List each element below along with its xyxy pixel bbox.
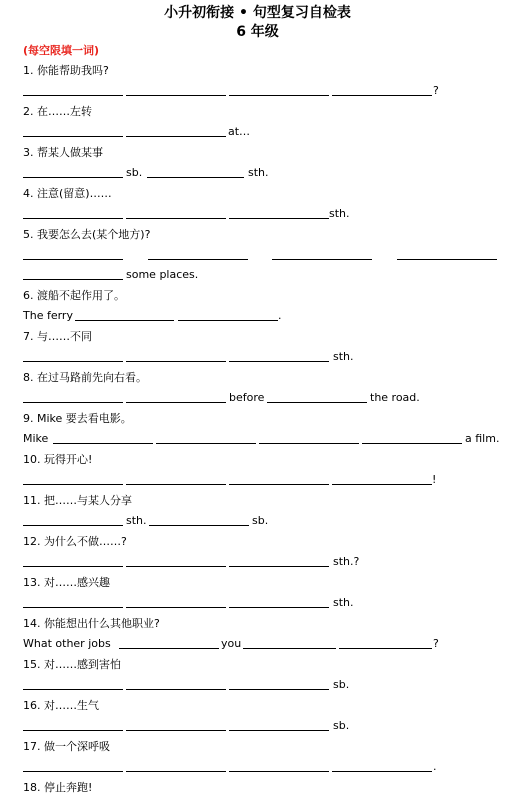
- question-prompt: 2. 在……左转: [23, 105, 92, 118]
- answer-word: sth.: [329, 207, 350, 220]
- answer-word: sth.: [333, 350, 354, 363]
- answer-blank[interactable]: [229, 361, 329, 362]
- answer-word: !: [432, 473, 437, 486]
- answer-blank[interactable]: [23, 771, 123, 772]
- answer-word: .: [433, 760, 437, 773]
- answer-line: [23, 471, 503, 487]
- question-8: [23, 371, 493, 412]
- answer-blank[interactable]: [229, 484, 329, 485]
- question-prompt: 16. 对……生气: [23, 699, 99, 712]
- question-14: [23, 617, 493, 658]
- question-prompt: 15. 对……感到害怕: [23, 658, 121, 671]
- answer-blank[interactable]: [23, 730, 123, 731]
- answer-blank[interactable]: [126, 607, 226, 608]
- answer-blank[interactable]: [259, 443, 359, 444]
- answer-blank[interactable]: [332, 484, 432, 485]
- answer-word: sth.?: [333, 555, 360, 568]
- answer-line: [23, 389, 503, 405]
- answer-line: [23, 676, 503, 692]
- question-prompt: 4. 注意(留意)……: [23, 187, 112, 200]
- question-prompt: 6. 渡船不起作用了。: [23, 289, 125, 302]
- question-10: [23, 453, 493, 494]
- answer-word: ?: [433, 84, 439, 97]
- answer-word: sb.: [333, 719, 350, 732]
- answer-line: [23, 348, 503, 364]
- answer-blank[interactable]: [229, 607, 329, 608]
- answer-word: sth.: [333, 596, 354, 609]
- answer-blank[interactable]: [23, 218, 123, 219]
- answer-word: a film.: [465, 432, 500, 445]
- answer-blank[interactable]: [126, 361, 226, 362]
- answer-word: sth.: [248, 166, 269, 179]
- answer-blank[interactable]: [229, 730, 329, 731]
- question-6: [23, 289, 493, 330]
- answer-line: [23, 266, 503, 282]
- answer-word: sb.: [126, 166, 143, 179]
- question-17: [23, 740, 493, 781]
- answer-blank[interactable]: [126, 484, 226, 485]
- question-prompt: 13. 对……感兴趣: [23, 576, 110, 589]
- answer-blank[interactable]: [23, 607, 123, 608]
- answer-blank[interactable]: [23, 136, 123, 137]
- answer-blank[interactable]: [23, 361, 123, 362]
- answer-line: [23, 123, 503, 139]
- answer-blank[interactable]: [397, 259, 497, 260]
- question-prompt: 9. Mike 要去看电影。: [23, 412, 132, 425]
- question-18: [23, 781, 493, 797]
- answer-blank[interactable]: [23, 402, 123, 403]
- answer-word: .: [278, 309, 282, 322]
- answer-line: [23, 164, 503, 180]
- instruction-note: (每空限填一词): [23, 44, 100, 57]
- answer-line: [23, 246, 503, 262]
- answer-blank[interactable]: [229, 689, 329, 690]
- question-12: [23, 535, 493, 576]
- answer-blank[interactable]: [126, 771, 226, 772]
- grade-label: 6 年级: [236, 24, 279, 40]
- answer-blank[interactable]: [126, 730, 226, 731]
- answer-blank[interactable]: [23, 484, 123, 485]
- question-prompt: 7. 与……不同: [23, 330, 92, 343]
- answer-word: at…: [228, 125, 251, 138]
- question-15: [23, 658, 493, 699]
- answer-blank[interactable]: [229, 218, 329, 219]
- answer-line: [23, 205, 503, 221]
- question-prompt: 18. 停止奔跑!: [23, 781, 93, 794]
- answer-word: What other jobs: [23, 637, 111, 650]
- answer-word: the road.: [370, 391, 420, 404]
- answer-blank[interactable]: [147, 177, 244, 178]
- question-7: [23, 330, 493, 371]
- answer-blank[interactable]: [339, 648, 432, 649]
- answer-blank[interactable]: [23, 279, 123, 280]
- answer-word: Mike: [23, 432, 49, 445]
- answer-blank[interactable]: [229, 566, 329, 567]
- answer-line: [23, 594, 503, 610]
- answer-blank[interactable]: [267, 402, 367, 403]
- question-prompt: 17. 做一个深呼吸: [23, 740, 110, 753]
- answer-blank[interactable]: [126, 95, 226, 96]
- answer-word: sb.: [252, 514, 269, 527]
- answer-word: sth.: [126, 514, 147, 527]
- answer-blank[interactable]: [119, 648, 219, 649]
- question-4: [23, 187, 493, 228]
- answer-blank[interactable]: [332, 771, 432, 772]
- answer-blank[interactable]: [332, 95, 432, 96]
- answer-line: [23, 717, 503, 733]
- answer-blank[interactable]: [178, 320, 278, 321]
- answer-blank[interactable]: [229, 771, 329, 772]
- answer-blank[interactable]: [148, 259, 248, 260]
- question-prompt: 10. 玩得开心!: [23, 453, 93, 466]
- answer-word: ?: [433, 637, 439, 650]
- answer-blank[interactable]: [149, 525, 249, 526]
- question-prompt: 11. 把……与某人分享: [23, 494, 132, 507]
- question-prompt: 8. 在过马路前先向右看。: [23, 371, 147, 384]
- answer-blank[interactable]: [126, 566, 226, 567]
- answer-blank[interactable]: [362, 443, 462, 444]
- answer-blank[interactable]: [229, 95, 329, 96]
- answer-line: [23, 82, 503, 98]
- answer-blank[interactable]: [23, 95, 123, 96]
- answer-blank[interactable]: [23, 689, 123, 690]
- answer-line: [23, 758, 503, 774]
- answer-line: [23, 512, 503, 528]
- question-9: [23, 412, 500, 453]
- answer-blank[interactable]: [126, 136, 226, 137]
- answer-word: sb.: [333, 678, 350, 691]
- question-2: [23, 105, 493, 146]
- answer-blank[interactable]: [126, 689, 226, 690]
- question-prompt: 1. 你能帮助我吗?: [23, 64, 109, 77]
- question-16: [23, 699, 493, 740]
- question-13: [23, 576, 493, 617]
- answer-blank[interactable]: [126, 218, 226, 219]
- answer-blank[interactable]: [23, 177, 123, 178]
- answer-line: [23, 635, 503, 651]
- answer-blank[interactable]: [53, 443, 153, 444]
- page-title: 小升初衔接 • 句型复习自检表: [164, 5, 351, 21]
- question-5: [23, 228, 493, 286]
- question-prompt: 3. 帮某人做某事: [23, 146, 103, 159]
- answer-blank[interactable]: [75, 320, 174, 321]
- answer-blank[interactable]: [126, 402, 226, 403]
- answer-word: before: [229, 391, 265, 404]
- answer-blank[interactable]: [23, 525, 123, 526]
- answer-word: some places.: [126, 268, 199, 281]
- question-11: [23, 494, 493, 535]
- answer-blank[interactable]: [23, 259, 123, 260]
- question-1: [23, 64, 493, 105]
- question-prompt: 5. 我要怎么去(某个地方)?: [23, 228, 151, 241]
- question-3: [23, 146, 493, 187]
- answer-blank[interactable]: [23, 566, 123, 567]
- answer-word: The ferry: [23, 309, 73, 322]
- question-prompt: 14. 你能想出什么其他职业?: [23, 617, 160, 630]
- answer-blank[interactable]: [272, 259, 372, 260]
- answer-line: [23, 430, 503, 446]
- answer-line: [23, 307, 503, 323]
- answer-blank[interactable]: [243, 648, 336, 649]
- question-prompt: 12. 为什么不做……?: [23, 535, 127, 548]
- answer-line: [23, 553, 503, 569]
- answer-word: you: [221, 637, 242, 650]
- answer-blank[interactable]: [156, 443, 256, 444]
